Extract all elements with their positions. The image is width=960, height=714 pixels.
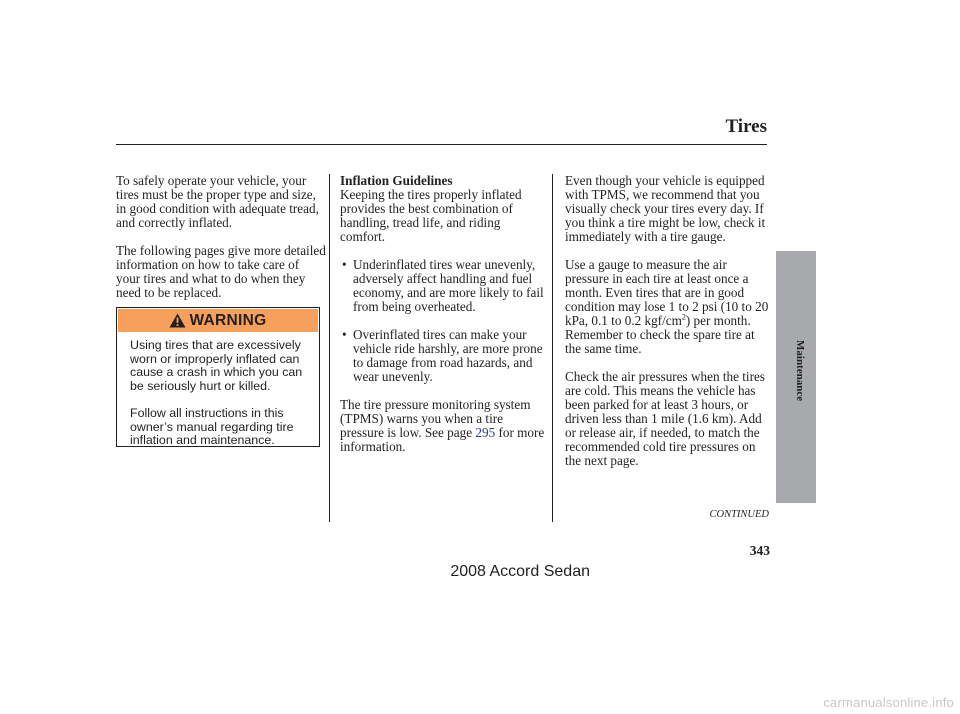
warning-text-1: Using tires that are excessively worn or improperly inflated can cause a crash in which you can be seriously hurt or killed. — [130, 338, 303, 393]
bullet-text: Underinflated tires wear unevenly, adversely affect handling and fuel economy, and are more likely to fail from being overheated. — [353, 257, 544, 314]
column-divider-1 — [329, 174, 330, 522]
watermark: carmanualsonline.info — [823, 695, 954, 710]
bullet-dot: • — [342, 327, 347, 342]
warning-triangle-icon — [169, 313, 186, 328]
inflation-paragraph-1: Keeping the tires properly inflated provides the best combination of handling, tread life, and riding comfort. — [340, 187, 522, 244]
bullet-text: Overinflated tires can make your vehicle ride harshly, are more prone to damage from road hazards, and wear unevenly. — [353, 327, 543, 384]
warning-header — [118, 309, 318, 332]
pressure-column — [565, 174, 770, 468]
warning-text-2: Follow all instructions in this owner’s manual regarding tire inflation and maintenance. — [130, 406, 294, 447]
pressure-text: Use a gauge to measure the air pressure in each tire at least once a month. Even tires that are in good condition may lose 1 to 2 psi (10 to 20 kPa, 0.1 to 0.2 kgf/cm — [565, 257, 769, 328]
page-link[interactable]: 295 — [475, 425, 496, 440]
page-title: Tires — [725, 116, 767, 137]
pressure-paragraph-2 — [565, 258, 770, 356]
warning-body — [117, 333, 319, 448]
bullet-item — [340, 258, 545, 314]
header-rule — [116, 144, 767, 145]
pressure-paragraph-3: Check the air pressures when the tires are cold. This means the vehicle has been parked for at least 3 hours, or driven less than 1 mile (1.6 km). Add or release air, if needed, to match the recommended cold tire pressures on the next page. — [565, 369, 765, 468]
tpms-text: The tire pressure monitoring system (TPMS) warns you when a tire pressure is low. See page — [340, 397, 531, 440]
intro-paragraph-2: The following pages give more detailed information on how to take care of your tires and what to do when they need to be replaced. — [116, 243, 326, 300]
warning-box — [116, 307, 320, 447]
section-label: Maintenance — [794, 340, 806, 402]
model-label: 2008 Accord Sedan — [450, 563, 590, 580]
continued-label: CONTINUED — [709, 509, 769, 520]
column-divider-2 — [552, 174, 553, 522]
intro-paragraph-1: To safely operate your vehicle, your tires must be the proper type and size, in good condition with adequate tread, and correctly inflated. — [116, 173, 319, 230]
intro-column — [116, 174, 326, 300]
bullet-item — [340, 328, 545, 384]
tpms-paragraph — [340, 398, 545, 454]
pressure-paragraph-1: Even though your vehicle is equipped with TPMS, we recommend that you visually check your tires every day. If you think a tire might be low, check it immediately with a tire gauge. — [565, 173, 766, 244]
page-number: 343 — [749, 543, 770, 558]
pressure-text-end: ) per month. Remember to check the spare tire at the same time. — [565, 313, 755, 356]
inflation-heading: Inflation Guidelines — [340, 173, 453, 188]
superscript: 2 — [681, 312, 686, 322]
warning-label: WARNING — [189, 311, 267, 329]
inflation-column — [340, 174, 545, 454]
tpms-text-end: for more information. — [340, 425, 545, 454]
bullet-dot: • — [342, 257, 347, 272]
